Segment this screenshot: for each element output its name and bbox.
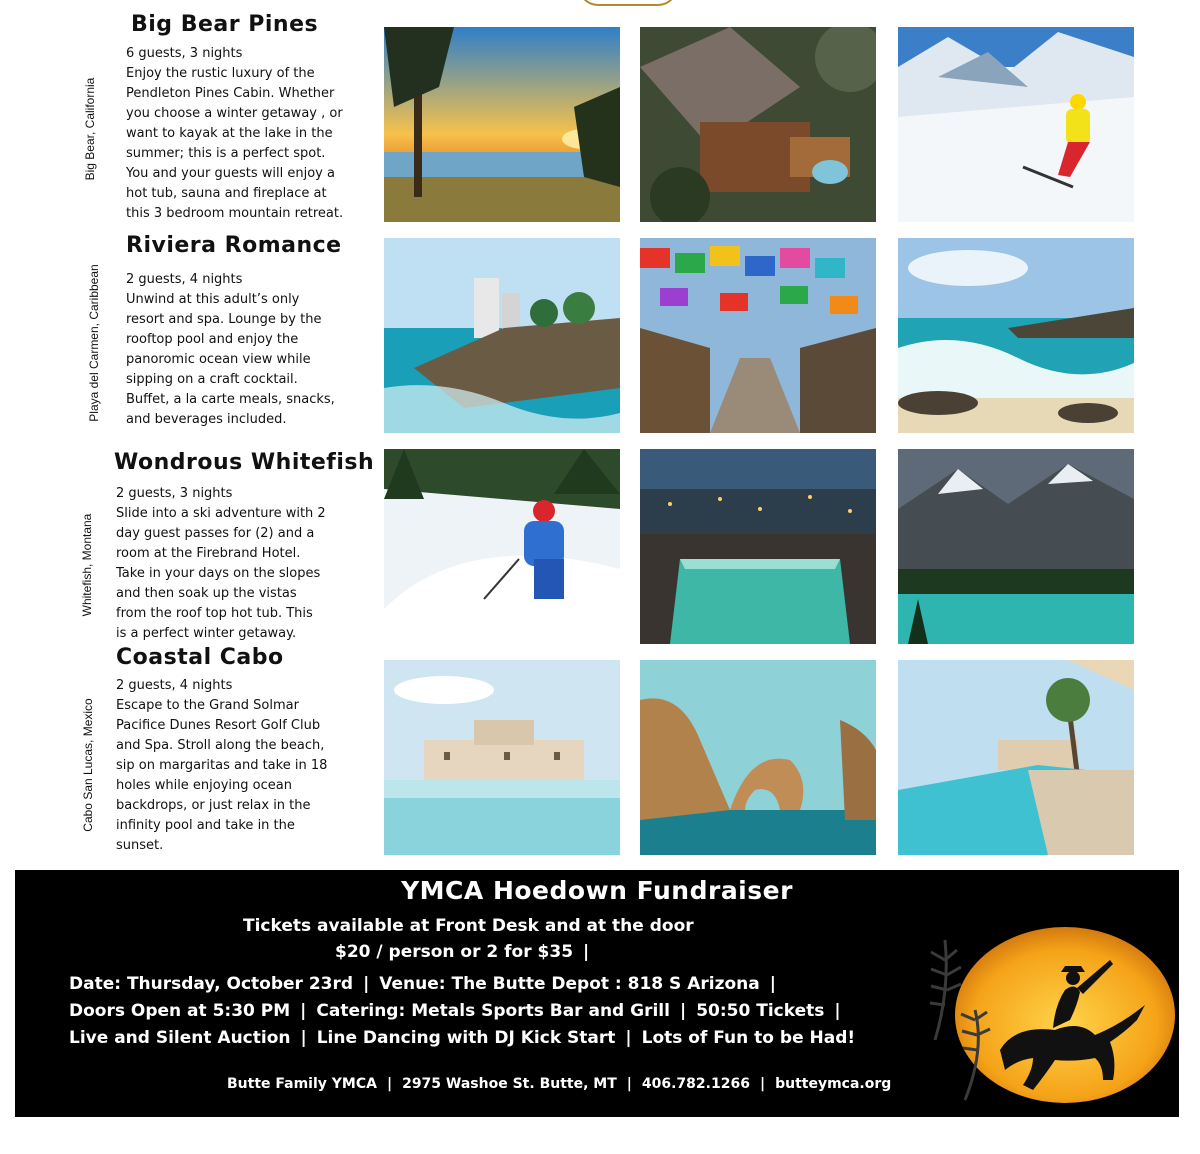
tickets-info: Tickets available at Front Desk and at the door	[243, 916, 694, 936]
separator: |	[386, 1076, 393, 1092]
description-line: rooftop pool and enjoy the	[126, 332, 299, 347]
resort-pool-photo	[384, 660, 620, 855]
bull-rider-logo-icon	[905, 920, 1175, 1110]
package-title: Riviera Romance	[126, 233, 342, 258]
separator: |	[300, 1028, 307, 1048]
lake-sunset-photo	[384, 27, 620, 222]
package-guests: 6 guests, 3 nights	[126, 46, 243, 61]
description-line: and Spa. Stroll along the beach,	[116, 738, 325, 753]
fun-note: Lots of Fun to be Had!	[641, 1028, 856, 1048]
description-line: hot tub, sauna and fireplace at	[126, 186, 327, 201]
description-line: holes while enjoying ocean	[116, 778, 292, 793]
description-line: Pacifice Dunes Resort Golf Club	[116, 718, 321, 733]
org-address: 2975 Washoe St. Butte, MT	[402, 1076, 617, 1092]
separator: |	[583, 942, 590, 962]
description-line: day guest passes for (2) and a	[116, 526, 315, 541]
event-info-line-2	[69, 1001, 851, 1021]
package-guests: 2 guests, 4 nights	[126, 272, 243, 287]
package-title: Big Bear Pines	[131, 12, 319, 37]
event-venue: Venue: The Butte Depot : 818 S Arizona	[379, 974, 760, 994]
event-banner	[15, 870, 1179, 1117]
rooftop-hot-tub-photo	[640, 449, 876, 644]
package-description	[126, 64, 343, 224]
papel-picado-street-photo	[640, 238, 876, 433]
ticket-price	[335, 942, 599, 962]
powder-skier-photo	[384, 449, 620, 644]
description-line: you choose a winter getaway , or	[126, 106, 343, 121]
location-label: Whitefish, Montana	[80, 513, 94, 617]
rocky-shore-photo	[898, 238, 1134, 433]
description-line: and beverages included.	[126, 412, 287, 427]
description-line: room at the Firebrand Hotel.	[116, 546, 301, 561]
description-line: backdrops, or just relax in the	[116, 798, 311, 813]
org-name: Butte Family YMCA	[227, 1076, 377, 1092]
auction: Live and Silent Auction	[69, 1028, 291, 1048]
contact-line	[227, 1076, 891, 1092]
description-line: panoromic ocean view while	[126, 352, 311, 367]
raffle-tickets: 50:50 Tickets	[696, 1001, 825, 1021]
separator: |	[679, 1001, 687, 1021]
separator: |	[834, 1001, 841, 1021]
package-guests: 2 guests, 3 nights	[116, 486, 233, 501]
org-phone: 406.782.1266	[641, 1076, 750, 1092]
package-description	[126, 290, 335, 430]
description-line: Slide into a ski adventure with 2	[116, 506, 326, 521]
description-line: sip on margaritas and take in 18	[116, 758, 328, 773]
price-text: $20 / person or 2 for $35	[335, 942, 574, 962]
location-label: Playa del Carmen, Caribbean	[87, 264, 101, 422]
package-guests: 2 guests, 4 nights	[116, 678, 233, 693]
separator: |	[300, 1001, 307, 1021]
mountain-lake-photo	[898, 449, 1134, 644]
banner-title: YMCA Hoedown Fundraiser	[401, 876, 793, 905]
description-line: this 3 bedroom mountain retreat.	[126, 206, 344, 221]
skier-photo	[898, 27, 1134, 222]
catering: Catering: Metals Sports Bar and Grill	[316, 1001, 670, 1021]
description-line: is a perfect winter getaway.	[116, 626, 297, 641]
separator: |	[363, 974, 370, 994]
description-line: from the roof top hot tub. This	[116, 606, 313, 621]
package-description	[116, 504, 326, 644]
coastal-resort-photo	[384, 238, 620, 433]
separator: |	[626, 1076, 632, 1092]
description-line: summer; this is a perfect spot.	[126, 146, 326, 161]
description-line: Take in your days on the slopes	[116, 566, 321, 581]
location-label: Big Bear, California	[83, 77, 97, 181]
description-line: Enjoy the rustic luxury of the	[126, 66, 315, 81]
package-title: Coastal Cabo	[116, 645, 284, 670]
separator: |	[759, 1076, 766, 1092]
description-line: and then soak up the vistas	[116, 586, 297, 601]
package-title: Wondrous Whitefish	[114, 450, 375, 475]
description-line: You and your guests will enjoy a	[126, 166, 335, 181]
separator: |	[769, 974, 776, 994]
cabin-aerial-photo	[640, 27, 876, 222]
description-line: Pendleton Pines Cabin. Whether	[126, 86, 335, 101]
line-dancing: Line Dancing with DJ Kick Start	[316, 1028, 616, 1048]
description-line: Buffet, a la carte meals, snacks,	[126, 392, 335, 407]
el-arco-photo	[640, 660, 876, 855]
description-line: Escape to the Grand Solmar	[116, 698, 299, 713]
location-label: Cabo San Lucas, Mexico	[81, 698, 95, 832]
description-line: resort and spa. Lounge by the	[126, 312, 322, 327]
description-line: sunset.	[116, 838, 164, 853]
org-website-link[interactable]: butteymca.org	[775, 1076, 892, 1092]
doors-open: Doors Open at 5:30 PM	[69, 1001, 291, 1021]
event-date: Date: Thursday, October 23rd	[69, 974, 354, 994]
event-info-line-3	[69, 1028, 855, 1048]
event-info-line-1	[69, 974, 786, 994]
infinity-pool-photo	[898, 660, 1134, 855]
description-line: want to kayak at the lake in the	[126, 126, 333, 141]
package-description	[116, 696, 327, 856]
description-line: sipping on a craft cocktail.	[126, 372, 298, 387]
separator: |	[625, 1028, 632, 1048]
description-line: Unwind at this adult’s only	[126, 292, 300, 307]
description-line: infinity pool and take in the	[116, 818, 295, 833]
top-emblem-decoration	[578, 0, 678, 6]
